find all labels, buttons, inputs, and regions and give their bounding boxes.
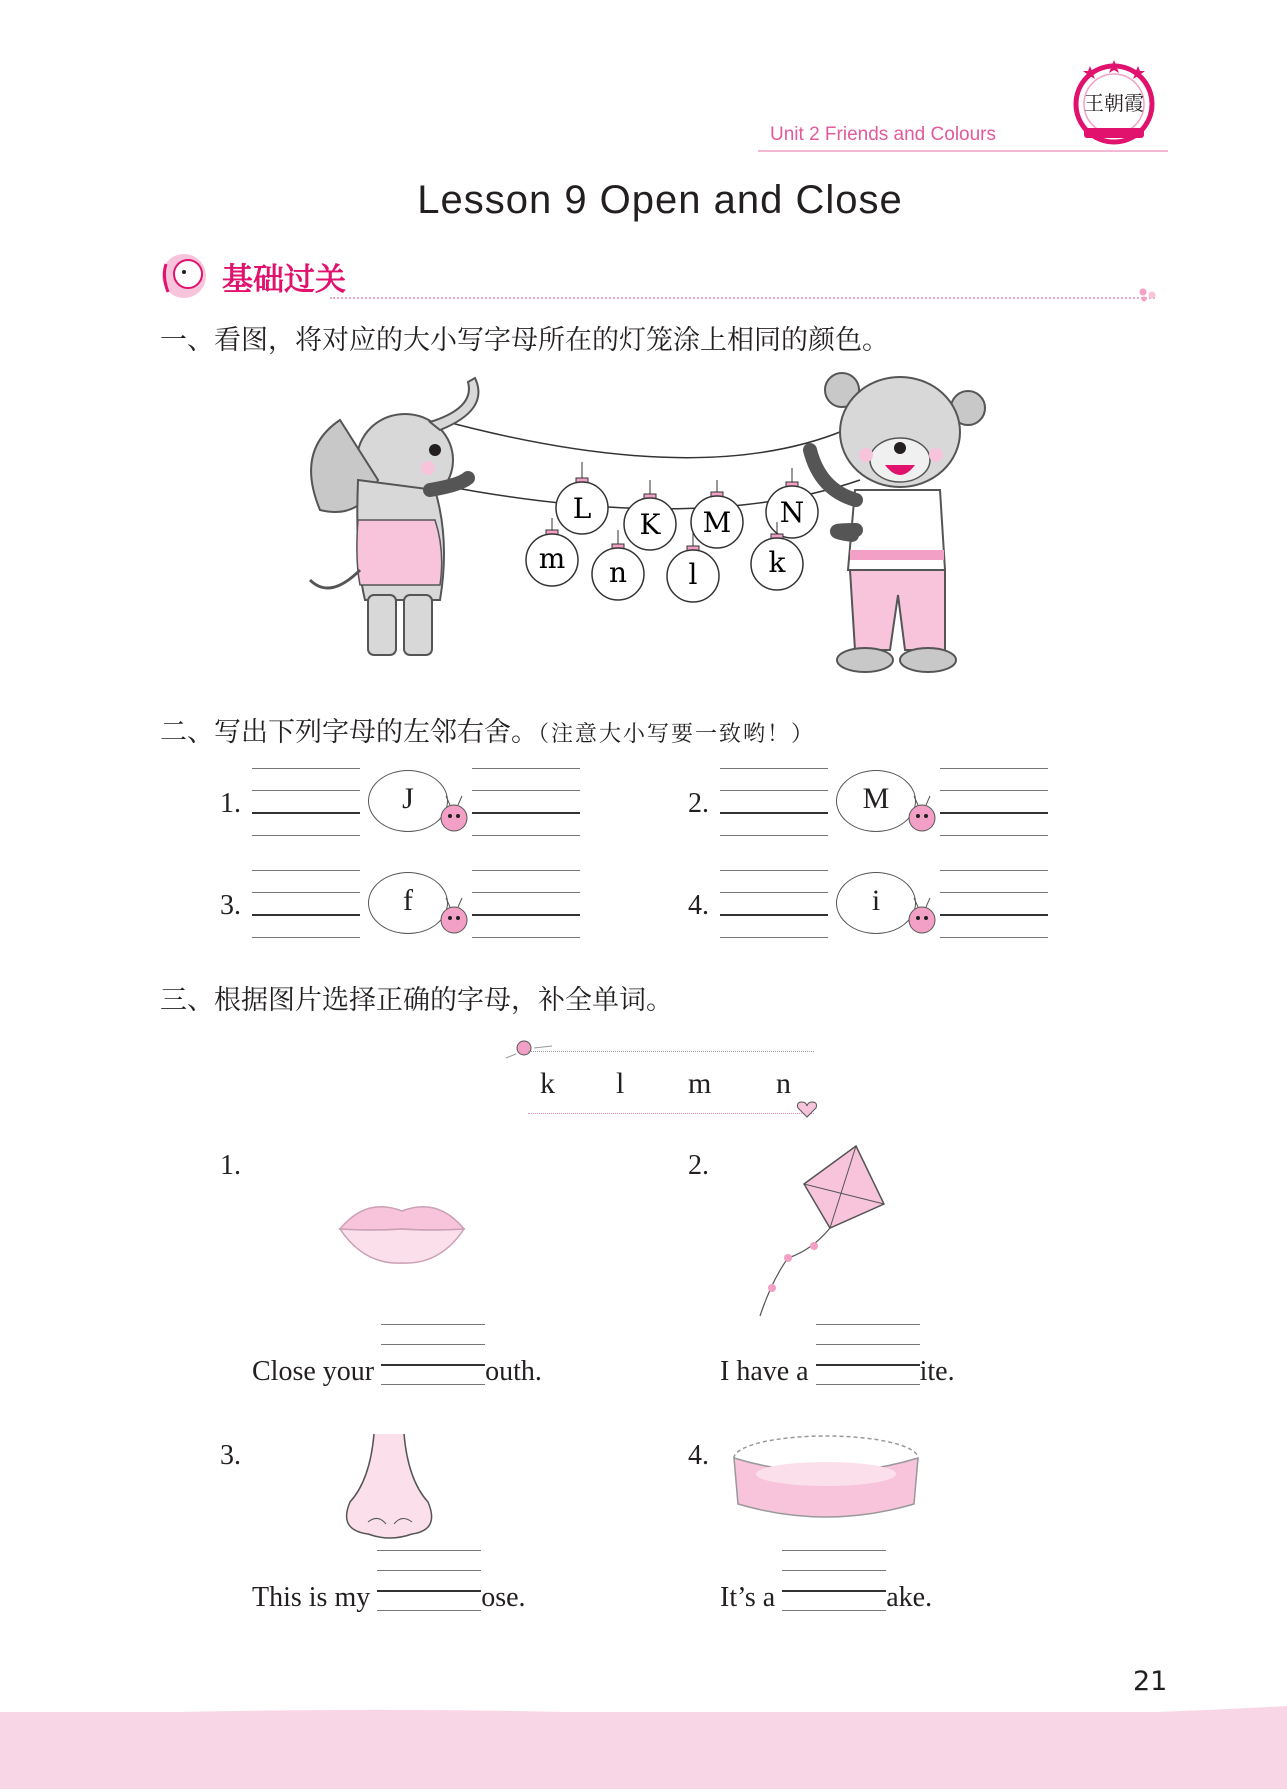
- right-neighbor-blank[interactable]: [940, 768, 1048, 834]
- sentence-4: [720, 1582, 932, 1614]
- item-number: 1.: [220, 788, 241, 819]
- lantern-upper-2: K: [639, 508, 661, 541]
- right-neighbor-blank[interactable]: [940, 870, 1048, 936]
- sentence-2: [720, 1356, 955, 1388]
- pink-bug-icon: [436, 794, 474, 834]
- lantern-upper-4: N: [779, 496, 805, 529]
- kite-icon: [752, 1140, 890, 1324]
- question-2-note: （注意大小写要一致哟！）: [538, 722, 816, 747]
- sentence-after: ake.: [886, 1582, 933, 1613]
- choice-letter-4: n: [776, 1067, 791, 1100]
- item-number: 3.: [220, 890, 241, 921]
- item-number: 4.: [688, 890, 709, 921]
- brand-logo-seal: [1070, 58, 1158, 146]
- lantern-upper-1: L: [572, 492, 592, 525]
- letter-bubble: f: [368, 872, 448, 934]
- item-number: 4.: [688, 1440, 709, 1471]
- item-number: 2.: [688, 1150, 709, 1181]
- pink-bug-icon: [904, 794, 942, 834]
- sentence-1: [252, 1356, 542, 1388]
- left-neighbor-blank[interactable]: [720, 768, 828, 834]
- unit-header: Unit 2 Friends and Colours: [770, 124, 996, 145]
- right-neighbor-blank[interactable]: [472, 870, 580, 936]
- nose-icon: [340, 1430, 440, 1540]
- question-3-title: 三、根据图片选择正确的字母，补全单词。: [160, 985, 673, 1016]
- lantern-lower-3: l: [688, 558, 698, 591]
- q2-item-2: [628, 764, 1048, 844]
- left-neighbor-blank[interactable]: [252, 870, 360, 936]
- sentence-3: [252, 1582, 526, 1614]
- sentence-before: It’s a: [720, 1582, 783, 1613]
- left-neighbor-blank[interactable]: [252, 768, 360, 834]
- letter-choice-box: [528, 1047, 814, 1115]
- choice-letter-1: k: [540, 1067, 555, 1100]
- pink-bug-icon: [436, 896, 474, 936]
- sentence-before: I have a: [720, 1356, 816, 1387]
- elephant-bear-lanterns-illustration: [300, 370, 1020, 680]
- item-number: 3.: [220, 1440, 241, 1471]
- sentence-after: outh.: [485, 1356, 542, 1387]
- heart-ornament-icon: [796, 1100, 818, 1118]
- svg-text:王朝霞: 王朝霞: [1084, 91, 1144, 115]
- q2-item-4: [628, 866, 1048, 946]
- lantern-lower-2: n: [608, 556, 628, 589]
- lantern-lower-1: m: [538, 542, 566, 575]
- footer-band: [0, 1712, 1287, 1789]
- sentence-after: ite.: [919, 1356, 955, 1387]
- choice-letter-3: m: [688, 1067, 712, 1100]
- header-rule: [758, 150, 1168, 152]
- lantern-lower-4: k: [768, 546, 786, 579]
- sentence-after: ose.: [481, 1582, 526, 1613]
- bear-icon: [810, 373, 985, 672]
- item-number: 1.: [220, 1150, 241, 1181]
- answer-blank[interactable]: [782, 1586, 886, 1606]
- letter-bubble: i: [836, 872, 916, 934]
- question-2-title-text: 二、写出下列字母的左邻右舍。: [160, 717, 538, 748]
- section-badge-icon: [158, 252, 210, 300]
- question-2-title: [160, 710, 815, 749]
- sentence-before: Close your: [252, 1356, 382, 1387]
- letter-bubble: M: [836, 770, 916, 832]
- divider-dots-ornament: [1138, 288, 1158, 302]
- question-1-title: 一、看图，将对应的大小写字母所在的灯笼涂上相同的颜色。: [160, 325, 889, 356]
- letter-bubble: J: [368, 770, 448, 832]
- section-divider: [330, 297, 1155, 299]
- lesson-title: Lesson 9 Open and Close: [417, 178, 903, 222]
- mouth-lips-icon: [336, 1195, 468, 1267]
- lantern-upper-3: M: [702, 506, 732, 539]
- page-number: 21: [1133, 1666, 1168, 1697]
- left-neighbor-blank[interactable]: [720, 870, 828, 936]
- right-neighbor-blank[interactable]: [472, 768, 580, 834]
- sentence-before: This is my: [252, 1582, 378, 1613]
- q2-item-1: [160, 764, 580, 844]
- answer-blank[interactable]: [381, 1360, 485, 1380]
- q2-item-3: [160, 866, 580, 946]
- choice-letter-2: l: [616, 1067, 625, 1100]
- item-number: 2.: [688, 788, 709, 819]
- elephant-icon: [310, 378, 478, 655]
- answer-blank[interactable]: [377, 1586, 481, 1606]
- section-title: 基础过关: [222, 262, 346, 298]
- pink-bug-icon: [904, 896, 942, 936]
- cake-icon: [726, 1430, 926, 1530]
- answer-blank[interactable]: [816, 1360, 920, 1380]
